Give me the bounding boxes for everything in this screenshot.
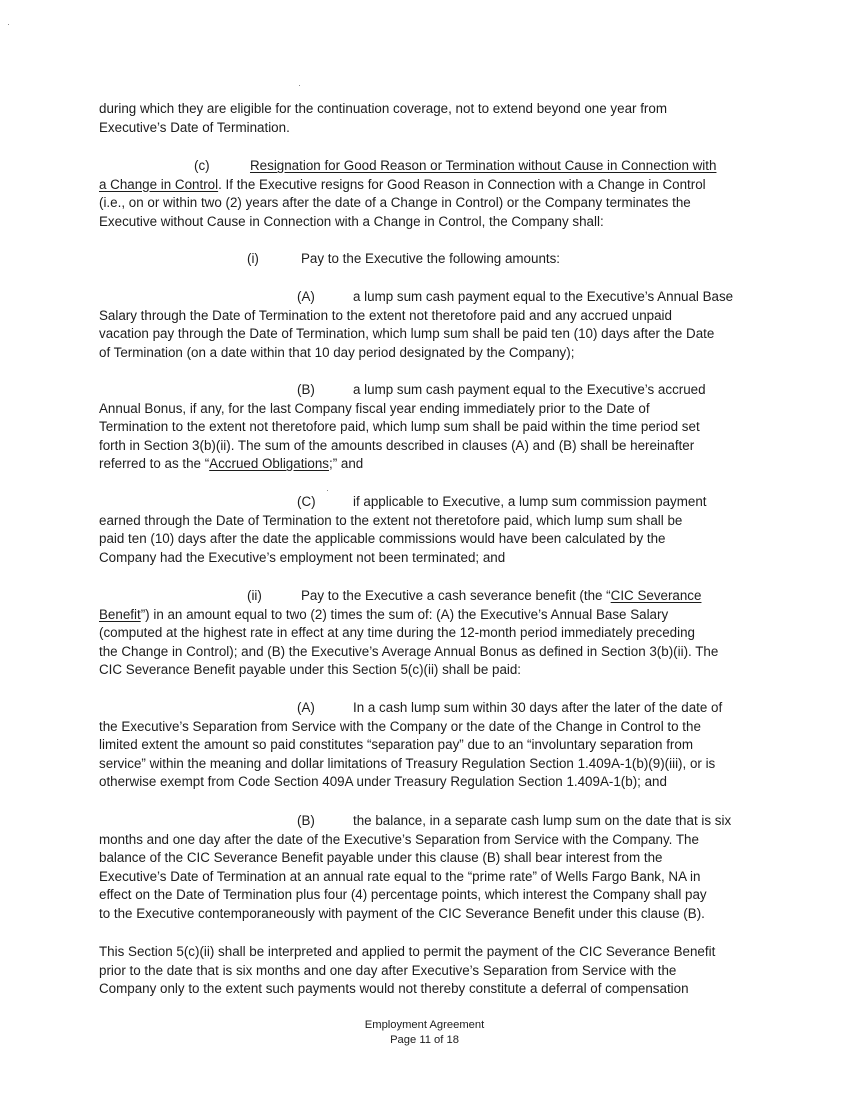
page-footer: [0, 1018, 849, 1048]
text-line: [99, 381, 749, 400]
text-span: . If the Executive resigns for Good Reason in Connection with a Change in Control: [218, 176, 706, 192]
clause-marker-ii: (ii): [247, 588, 262, 603]
paragraph-ii: [99, 587, 749, 680]
text-line: months and one day after the date of the Executive’s Separation from Service with the Company. The: [99, 831, 699, 847]
text-line: forth in Section 3(b)(ii). The sum of the amounts described in clauses (A) and (B) shall be hereinafter: [99, 437, 695, 453]
text-span: Pay to the Executive a cash severance benefit (the “: [301, 588, 611, 603]
page-number: Page 11 of 18: [390, 1034, 459, 1046]
paragraph-ii-B: [99, 812, 749, 923]
text-span: ”) in an amount equal to two (2) times the sum of: (A) the Executive’s Annual Base Salary: [140, 606, 669, 622]
text-line: to the Executive contemporaneously with payment of the CIC Severance Benefit under this clause (B).: [99, 905, 705, 921]
text-span: In a cash lump sum within 30 days after the later of the date of: [353, 700, 723, 715]
text-line: paid ten (10) days after the date the applicable commissions would have been calculated by the: [99, 531, 666, 546]
text-line: Executive’s Date of Termination at an annual rate equal to the “prime rate” of Wells Fargo Bank, NA in: [99, 868, 701, 884]
defined-term-cont: Benefit: [99, 606, 141, 622]
footer-title: Employment Agreement: [364, 1019, 485, 1031]
defined-term: Accrued Obligations: [209, 456, 329, 471]
text-line: otherwise exempt from Code Section 409A under Treasury Regulation Section 1.409A-1(b); and: [99, 774, 667, 789]
text-line: during which they are eligible for the continuation coverage, not to extend beyond one year from: [99, 101, 667, 116]
clause-marker-A: (A): [297, 700, 315, 715]
text-line: (i.e., on or within two (2) years after the date of a Change in Control) or the Company terminates the: [99, 195, 691, 210]
paragraph-i: [99, 250, 749, 269]
text-span: if applicable to Executive, a lump sum commission payment: [353, 494, 707, 509]
paragraph-i-A: [99, 288, 749, 362]
text-line: [99, 699, 749, 718]
text-line: (computed at the highest rate in effect at any time during the 12-month period immediately preceding: [99, 625, 695, 640]
paragraph-i-B: [99, 381, 749, 474]
text-line: Executive without Cause in Connection with a Change in Control, the Company shall:: [99, 213, 604, 229]
text-line: prior to the date that is six months and one day after Executive’s Separation from Service with the: [99, 962, 677, 978]
text-line: [99, 288, 749, 307]
paragraph-ii-A: [99, 699, 749, 792]
clause-marker-A: (A): [297, 289, 315, 304]
text-line: [99, 157, 749, 176]
text-line: [99, 455, 749, 474]
text-line: Company had the Executive’s employment not been terminated; and: [99, 549, 506, 565]
text-line: [99, 812, 749, 831]
text-line: the Executive’s Separation from Service with the Company or the date of the Change in Control to the: [99, 718, 701, 734]
scan-speck: [327, 490, 328, 491]
text-line: This Section 5(c)(ii) shall be interpreted and applied to permit the payment of the CIC Severance Benefit: [99, 944, 716, 959]
text-line: limited extent the amount so paid constitutes “separation pay” due to an “involuntary separation from: [99, 737, 693, 752]
defined-term: CIC Severance: [610, 588, 702, 603]
scan-speck: [8, 24, 9, 25]
paragraph-i-C: [99, 493, 749, 567]
text-line: of Termination (on a date within that 10 day period designated by the Company);: [99, 344, 575, 360]
text-line: service” within the meaning and dollar limitations of Treasury Regulation Section 1.409A-1(b)(9)(iii), or is: [99, 755, 716, 771]
clause-marker-C: (C): [297, 494, 316, 509]
text-line: the Change in Control); and (B) the Executive’s Average Annual Bonus as defined in Section 3(b)(ii). The: [99, 643, 719, 659]
clause-marker-i: (i): [247, 251, 259, 266]
text-span: Pay to the Executive the following amounts:: [301, 251, 561, 266]
text-span: referred to as the “: [99, 456, 210, 471]
text-line: [99, 250, 749, 269]
section-heading: Resignation for Good Reason or Termination without Cause in Connection with: [250, 158, 717, 173]
paragraph-c: [99, 157, 749, 231]
text-line: effect on the Date of Termination plus four (4) percentage points, which interest the Company shall pay: [99, 887, 707, 902]
text-line: [99, 587, 749, 606]
paragraph-closing: [99, 943, 749, 999]
text-line: Company only to the extent such payments would not thereby constitute a deferral of compensation: [99, 981, 689, 996]
text-line: Executive’s Date of Termination.: [99, 119, 290, 135]
text-line: CIC Severance Benefit payable under this Section 5(c)(ii) shall be paid:: [99, 662, 522, 677]
scan-speck: [299, 85, 300, 86]
text-line: [99, 606, 749, 625]
text-line: Salary through the Date of Termination to the extent not theretofore paid and any accrued unpaid: [99, 307, 672, 323]
section-heading-cont: a Change in Control: [99, 176, 219, 192]
text-span: ;” and: [329, 456, 364, 471]
text-line: vacation pay through the Date of Termination, which lump sum shall be paid ten (10) days after the Date: [99, 326, 715, 341]
text-line: [99, 493, 749, 512]
text-line: Termination to the extent not theretofore paid, which lump sum shall be paid within the time period set: [99, 419, 700, 434]
text-line: [99, 176, 749, 195]
text-line: balance of the CIC Severance Benefit payable under this clause (B) shall bear interest from the: [99, 850, 663, 865]
clause-marker-B: (B): [297, 382, 315, 397]
text-line: earned through the Date of Termination to the extent not theretofore paid, which lump sum shall be: [99, 512, 683, 528]
text-span: a lump sum cash payment equal to the Executive’s Annual Base: [353, 289, 734, 304]
clause-marker-B: (B): [297, 813, 315, 828]
text-span: a lump sum cash payment equal to the Executive’s accrued: [353, 382, 706, 397]
text-line: Annual Bonus, if any, for the last Company fiscal year ending immediately prior to the Date of: [99, 400, 650, 416]
paragraph-continuation: [99, 100, 749, 137]
text-span: the balance, in a separate cash lump sum on the date that is six: [353, 813, 732, 828]
clause-marker-c: (c): [194, 158, 210, 173]
